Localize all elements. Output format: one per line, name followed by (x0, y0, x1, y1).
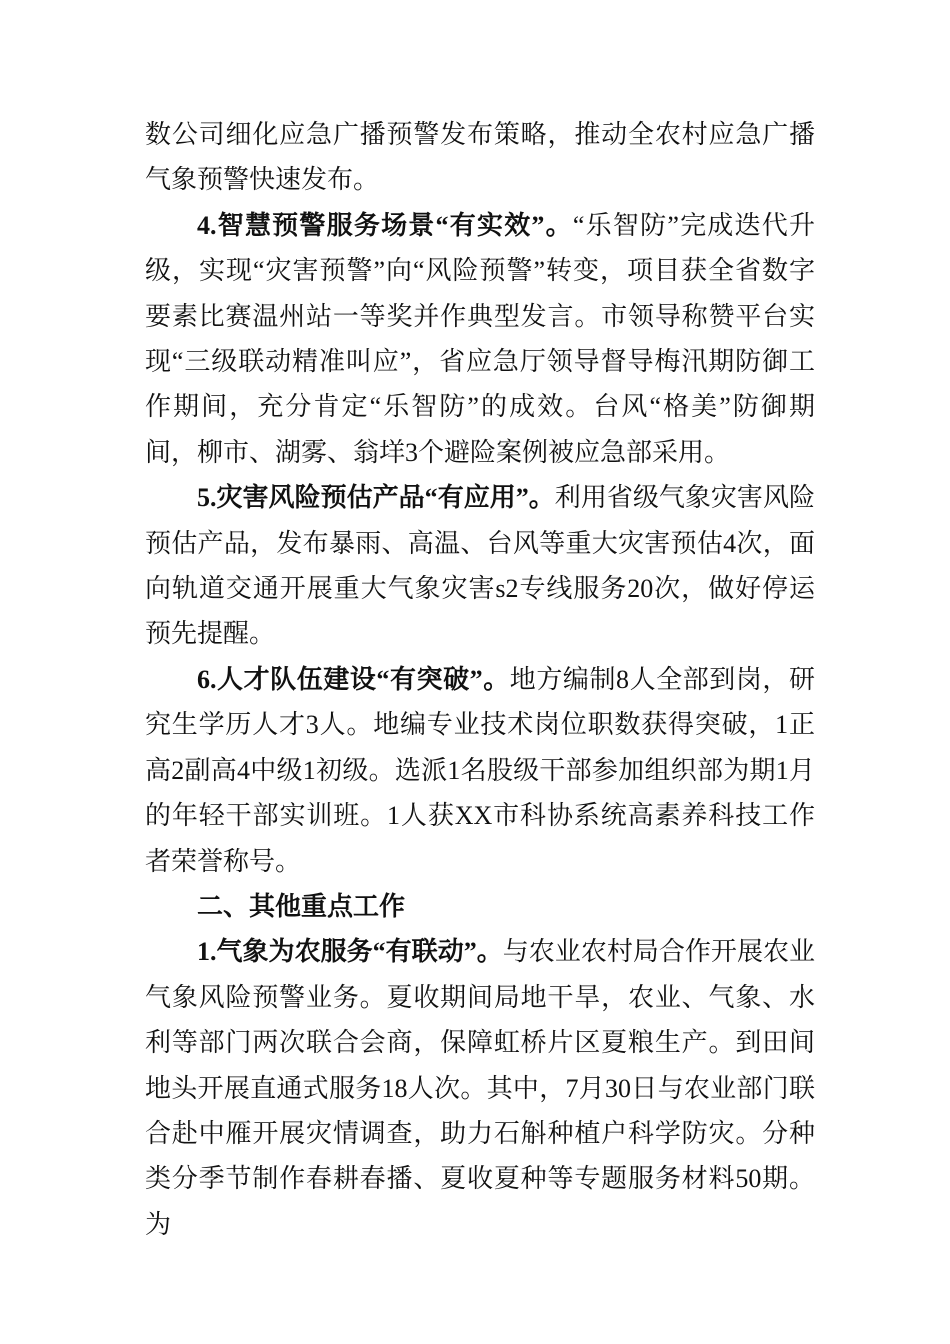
text-run: 与农业农村局合作开展农业气象风险预警业务。夏收期间局地干旱，农业、气象、水利等部门两次联合会商，保障虹桥片区夏粮生产。到田间地头开展直通式服务18人次。其中，7月30日与农业部门联合赴中雁开展灾情调查，助力石斛种植户科学防灾。分种类分季节制作春耕春播、夏收夏种等专题服务材料50期。为 (145, 937, 815, 1239)
text-run: 地方编制8人全部到岗，研究生学历人才3人。地编专业技术岗位职数获得突破，1正高2副高4中级1初级。选派1名股级干部参加组织部为期1月的年轻干部实训班。1人获XX市科协系统高素养科技工作者荣誉称号。 (145, 664, 815, 876)
text-run-bold: 1.气象为农服务“有联动”。 (197, 937, 503, 967)
paragraph (145, 929, 815, 1247)
paragraph (145, 203, 815, 475)
paragraph (145, 657, 815, 884)
text-run-bold: 4.智慧预警服务场景“有实效”。 (197, 210, 573, 240)
paragraph (145, 475, 815, 657)
document-body (145, 112, 815, 1247)
text-run: “乐智防”完成迭代升级，实现“灾害预警”向“风险预警”转变，项目获全省数字要素比赛温州站一等奖并作典型发言。市领导称赞平台实现“三级联动精准叫应”，省应急厅领导督导梅汛期防御工作期间，充分肯定“乐智防”的成效。台风“格美”防御期间，柳市、湖雾、翁垟3个避险案例被应急部采用。 (145, 210, 815, 467)
text-run-bold: 6.人才队伍建设“有突破”。 (197, 664, 510, 694)
text-run-bold: 5.灾害风险预估产品“有应用”。 (197, 483, 555, 513)
paragraph (145, 112, 815, 203)
text-run: 利用省级气象灾害风险预估产品，发布暴雨、高温、台风等重大灾害预估4次，面向轨道交通开展重大气象灾害s2专线服务20次，做好停运预先提醒。 (145, 483, 815, 649)
text-run: 数公司细化应急广播预警发布策略，推动全农村应急广播气象预警快速发布。 (145, 120, 815, 195)
text-run-bold: 二、其他重点工作 (197, 891, 406, 921)
paragraph (145, 884, 815, 929)
